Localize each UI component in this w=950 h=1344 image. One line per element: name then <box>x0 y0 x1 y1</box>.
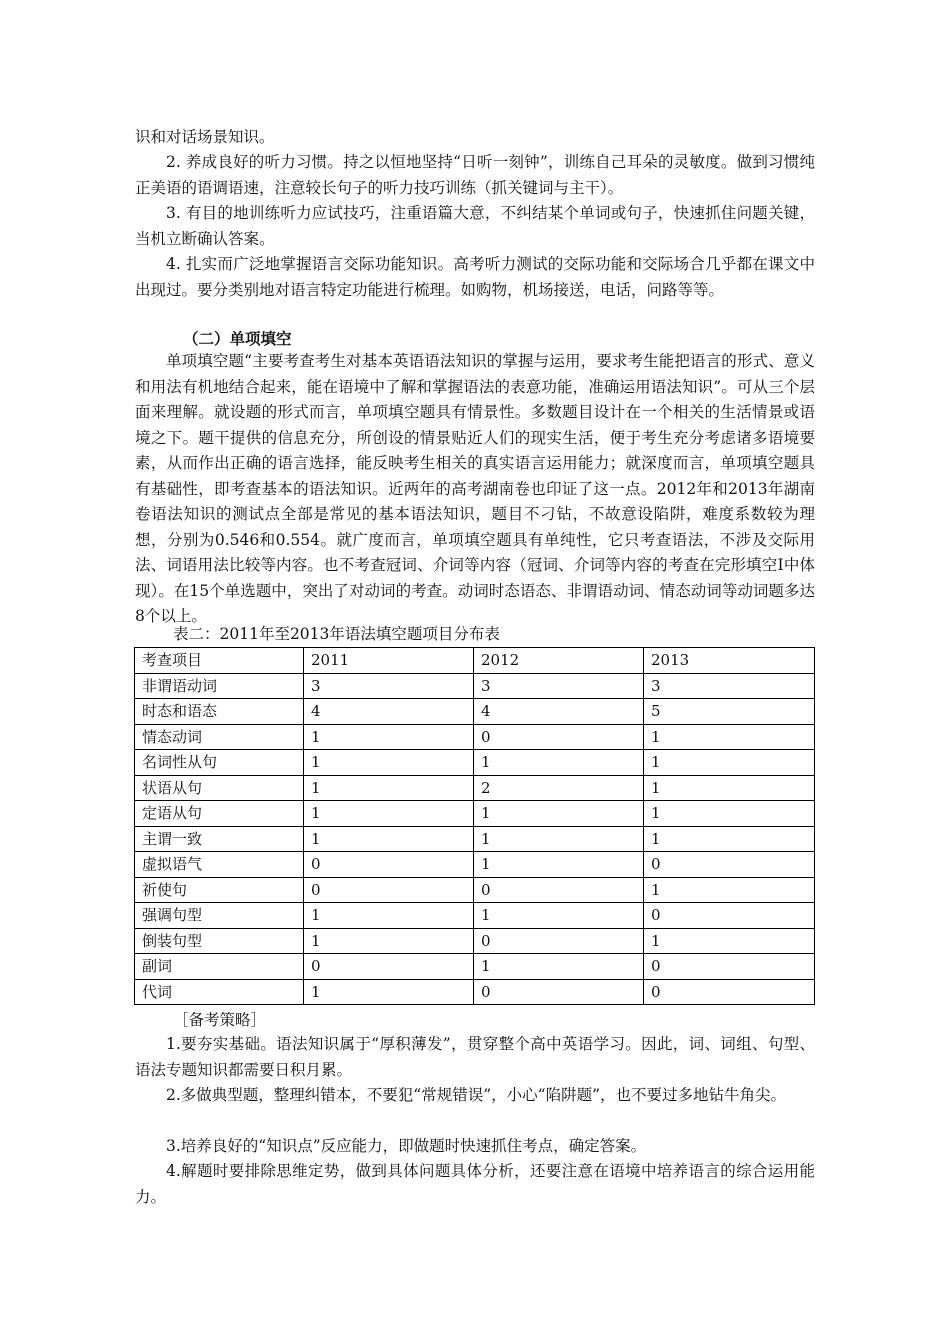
count-cell: 1 <box>304 775 474 801</box>
item-cell: 副词 <box>135 954 304 980</box>
count-cell: 1 <box>304 928 474 954</box>
table-row <box>135 928 815 954</box>
strategy-item-3: 3.培养良好的“知识点”反应能力，即做题时快速抓住考点，确定答案。 <box>166 1137 647 1155</box>
table-row <box>135 877 815 903</box>
item-cell: 状语从句 <box>135 775 304 801</box>
count-cell: 3 <box>474 673 644 699</box>
listening-tip-3: 3. 有目的地训练听力应试技巧，注重语篇大意，不纠结某个单词或句子，快速抓住问题关键，当机立断确认答案。 <box>135 204 815 248</box>
count-cell: 2 <box>474 775 644 801</box>
count-cell: 0 <box>474 979 644 1005</box>
section-body: 单项填空题“主要考查考生对基本英语语法知识的掌握与运用，要求考生能把语言的形式、意义和用法有机地结合起来，能在语境中了解和掌握语法的表意功能，准确运用语法知识”。可从三个层面来理解。就设题的形式而言，单项填空题具有情景性。多数题目设计在一个相关的生活情景或语境之下。题干提供的信息充分，所创设的情景贴近人们的现实生活，便于考生充分考虑诸多语境要素，从而作出正确的语言选择，能反映考生相关的真实语言运用能力；就深度而言，单项填空题具有基础性，即考查基本的语法知识。近两年的高考湖南卷也印证了这一点。2012年和2013年湖南卷语法知识的测试点全部是常见的基本语法知识，题目不刁钻，不故意设陷阱，难度系数较为理想，分别为0.546和0.554。就广度而言，单项填空题具有单纯性，它只考查语法，不涉及交际用法、词语用法比较等内容。也不考查冠词、介词等内容（冠词、介词等内容的考查在完形填空I中体现）。在15个单选题中，突出了对动词的考查。动词时态语态、非谓语动词、情态动词等动词题多达8个以上。 <box>135 352 815 625</box>
count-cell: 4 <box>474 699 644 725</box>
count-cell: 3 <box>644 673 815 699</box>
count-cell: 1 <box>304 826 474 852</box>
header-cell: 2013 <box>644 648 815 674</box>
paragraph-continuation: 识和对话场景知识。 <box>135 128 275 146</box>
count-cell: 1 <box>644 724 815 750</box>
table-row <box>135 954 815 980</box>
count-cell: 1 <box>304 724 474 750</box>
table-row <box>135 979 815 1005</box>
strategy-label: ［备考策略］ <box>173 1011 267 1029</box>
item-cell: 主谓一致 <box>135 826 304 852</box>
listening-tip-2: 2. 养成良好的听力习惯。持之以恒地坚持“日听一刻钟”，训练自己耳朵的灵敏度。做到习惯纯正美语的语调语速，注意较长句子的听力技巧训练（抓关键词与主干）。 <box>135 153 815 197</box>
table-row <box>135 750 815 776</box>
count-cell: 1 <box>304 979 474 1005</box>
count-cell: 1 <box>474 801 644 827</box>
count-cell: 0 <box>474 928 644 954</box>
count-cell: 1 <box>474 826 644 852</box>
listening-tip-4: 4. 扎实而广泛地掌握语言交际功能知识。高考听力测试的交际功能和交际场合几乎都在课文中出现过。要分类别地对语言特定功能进行梳理。如购物，机场接送，电话，问路等等。 <box>135 255 815 299</box>
header-cell: 2011 <box>304 648 474 674</box>
count-cell: 1 <box>304 801 474 827</box>
count-cell: 1 <box>644 928 815 954</box>
item-cell: 代词 <box>135 979 304 1005</box>
count-cell: 1 <box>474 750 644 776</box>
header-cell: 2012 <box>474 648 644 674</box>
count-cell: 0 <box>474 877 644 903</box>
table-header-row <box>135 648 815 674</box>
count-cell: 1 <box>644 826 815 852</box>
count-cell: 0 <box>304 877 474 903</box>
count-cell: 0 <box>304 852 474 878</box>
strategy-item-4: 4.解题时要排除思维定势，做到具体问题具体分析，还要注意在语境中培养语言的综合运用能力。 <box>135 1162 815 1206</box>
count-cell: 1 <box>474 852 644 878</box>
item-cell: 时态和语态 <box>135 699 304 725</box>
item-cell: 非谓语动词 <box>135 673 304 699</box>
table-row <box>135 673 815 699</box>
table-row <box>135 724 815 750</box>
item-cell: 定语从句 <box>135 801 304 827</box>
table-row <box>135 699 815 725</box>
count-cell: 0 <box>644 903 815 929</box>
count-cell: 5 <box>644 699 815 725</box>
strategy-item-2: 2.多做典型题，整理纠错本，不要犯“常规错误”，小心“陷阱题”，也不要过多地钻牛角尖。 <box>166 1086 786 1104</box>
count-cell: 1 <box>644 775 815 801</box>
count-cell: 1 <box>474 954 644 980</box>
section-heading: （二）单项填空 <box>183 330 292 348</box>
table-row <box>135 826 815 852</box>
count-cell: 1 <box>304 750 474 776</box>
count-cell: 0 <box>644 852 815 878</box>
count-cell: 1 <box>644 877 815 903</box>
count-cell: 1 <box>304 903 474 929</box>
count-cell: 1 <box>474 903 644 929</box>
count-cell: 3 <box>304 673 474 699</box>
table-row <box>135 775 815 801</box>
count-cell: 0 <box>644 979 815 1005</box>
header-cell: 考查项目 <box>135 648 304 674</box>
item-cell: 虚拟语气 <box>135 852 304 878</box>
table-caption: 表二：2011年至2013年语法填空题项目分布表 <box>173 625 500 643</box>
count-cell: 4 <box>304 699 474 725</box>
grammar-distribution-table <box>134 647 815 1005</box>
table-row <box>135 852 815 878</box>
table-row <box>135 903 815 929</box>
item-cell: 强调句型 <box>135 903 304 929</box>
count-cell: 1 <box>644 801 815 827</box>
item-cell: 情态动词 <box>135 724 304 750</box>
count-cell: 0 <box>304 954 474 980</box>
table-row <box>135 801 815 827</box>
count-cell: 1 <box>644 750 815 776</box>
item-cell: 倒装句型 <box>135 928 304 954</box>
item-cell: 祈使句 <box>135 877 304 903</box>
item-cell: 名词性从句 <box>135 750 304 776</box>
count-cell: 0 <box>474 724 644 750</box>
count-cell: 0 <box>644 954 815 980</box>
strategy-item-1: 1.要夯实基础。语法知识属于“厚积薄发”，贯穿整个高中英语学习。因此，词、词组、句型、语法专题知识都需要日积月累。 <box>135 1035 815 1079</box>
